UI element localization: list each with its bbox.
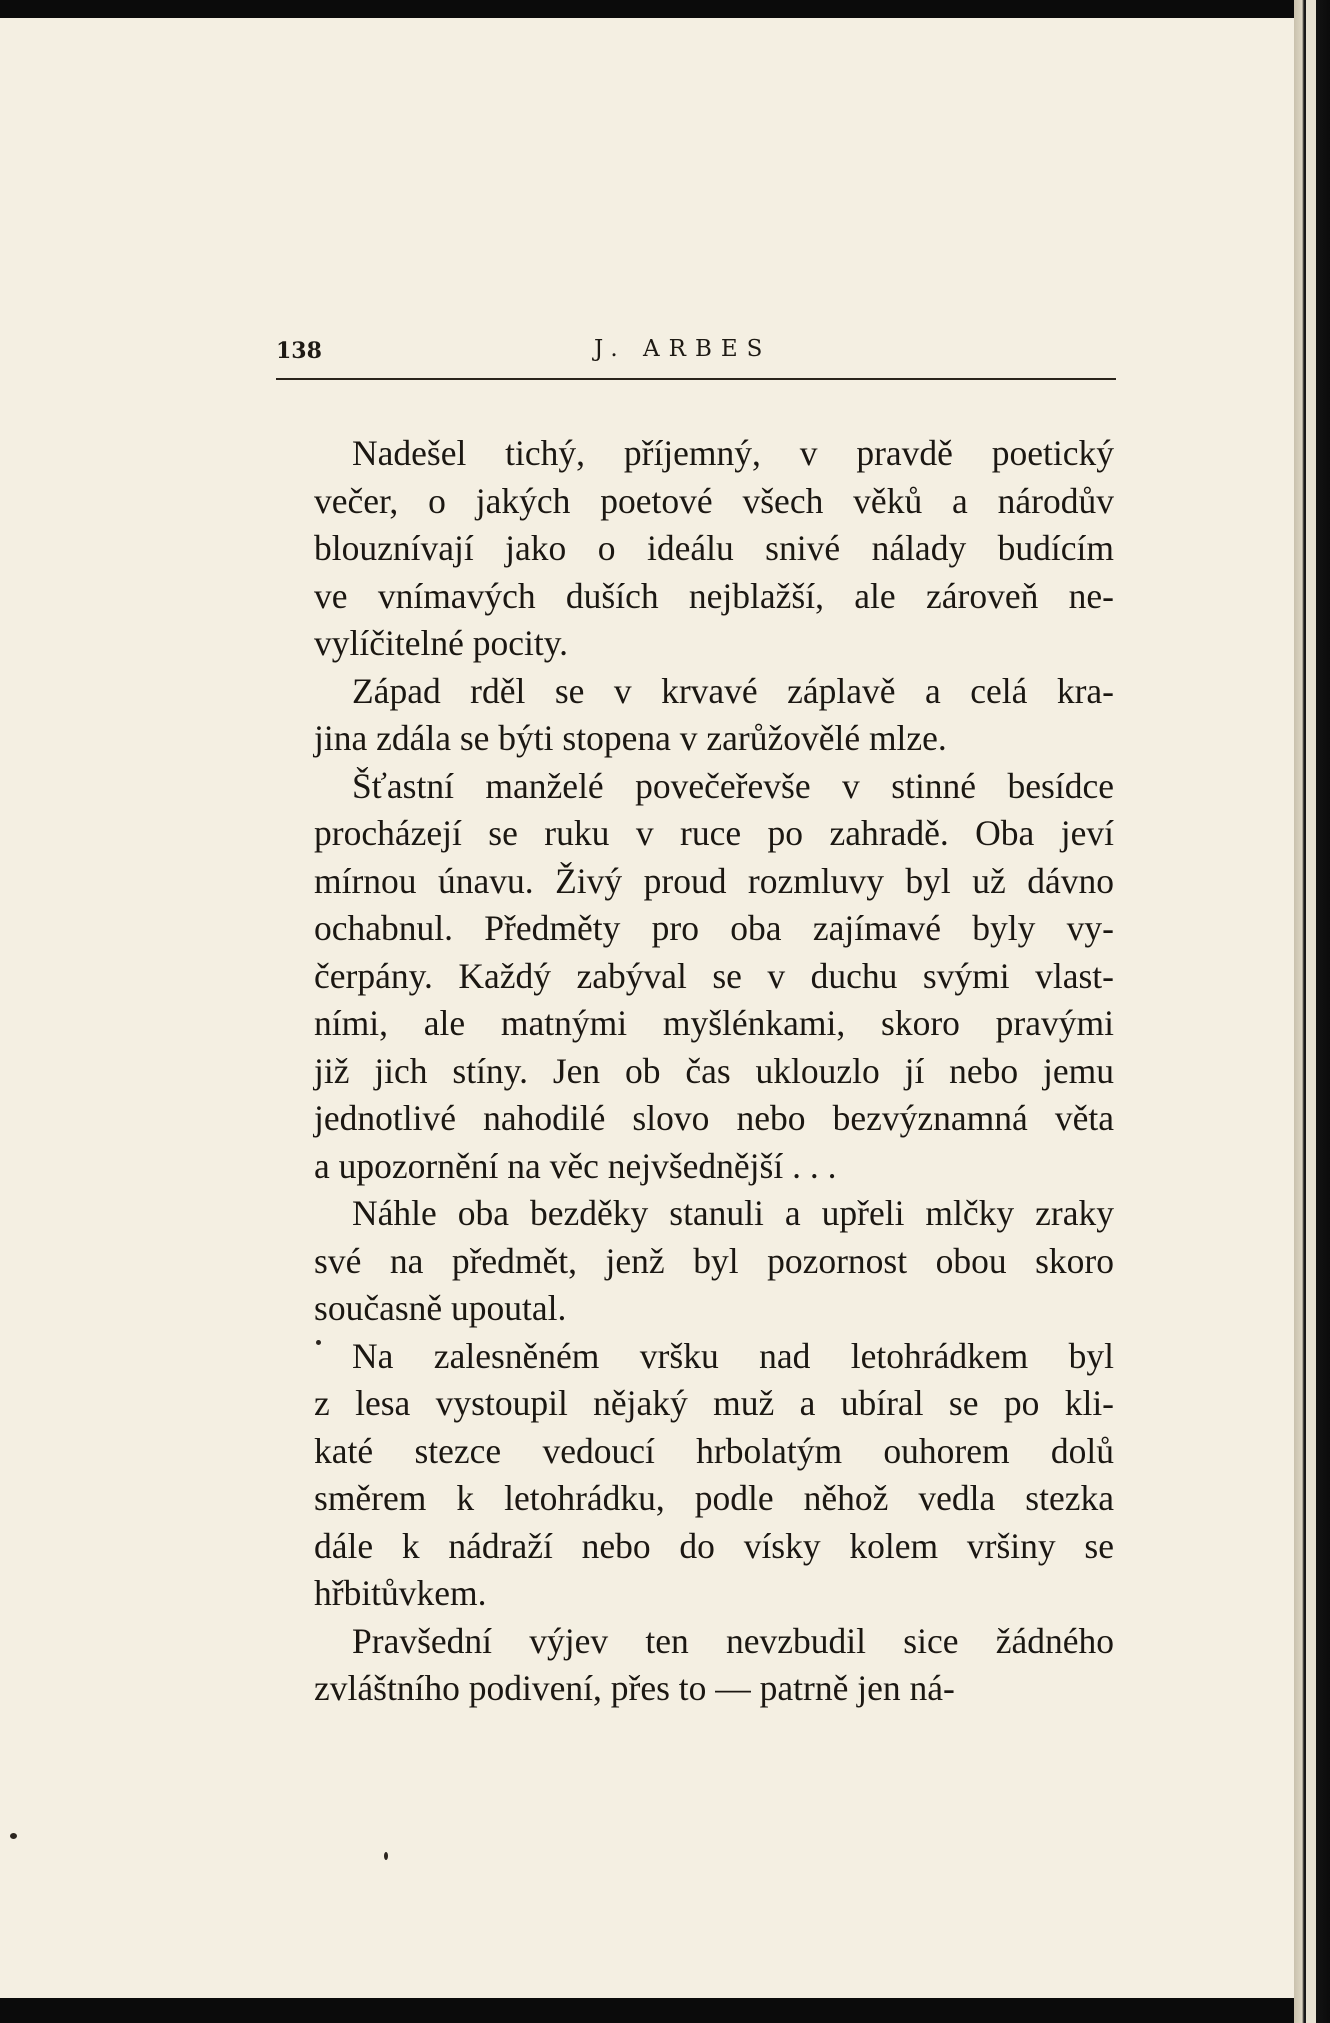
text-line: směrem k letohrádku, podle něhož vedla stezka	[314, 1478, 1114, 1518]
scan-speck	[316, 1340, 321, 1345]
text-line: již jich stíny. Jen ob čas uklouzlo jí nebo jemu	[314, 1050, 1114, 1091]
text-line: vylíčitelné pocity.	[314, 623, 569, 663]
text-line: Pravšední výjev ten nevzbudil sice žádného	[352, 1620, 1114, 1661]
text-line: současně upoutal.	[314, 1288, 567, 1328]
paragraph	[276, 1190, 1114, 1333]
text-line: mírnou únavu. Živý proud rozmluvy byl už dávno	[314, 860, 1114, 901]
text-line: procházejí se ruku v ruce po zahradě. Oba jeví	[314, 813, 1114, 853]
page-number: 138	[276, 338, 322, 364]
paragraph	[276, 1333, 1114, 1618]
scan-speck	[384, 1852, 388, 1860]
text-line: jednotlivé nahodilé slovo nebo bezvýznamná věta	[314, 1098, 1114, 1138]
text-line: hřbitůvkem.	[314, 1573, 487, 1613]
text-line: své na předmět, jenž byl pozornost obou skoro	[314, 1240, 1114, 1281]
paragraph	[276, 430, 1114, 668]
running-head	[276, 334, 1116, 374]
text-line: večer, o jakých poetové všech věků a národův	[314, 480, 1114, 521]
text-line: katé stezce vedoucí hrbolatým ouhorem dolů	[314, 1430, 1114, 1471]
text-line: ními, ale matnými myšlénkami, skoro pravými	[314, 1003, 1114, 1043]
text-line: Západ rděl se v krvavé záplavě a celá kra-	[352, 670, 1114, 711]
page-edge-shadow	[1294, 0, 1330, 2023]
paragraph	[276, 1618, 1114, 1713]
text-line: Náhle oba bezděky stanuli a upřeli mlčky zraky	[352, 1193, 1114, 1233]
paragraph	[276, 668, 1114, 763]
text-line: Nadešel tichý, příjemný, v pravdě poetický	[352, 433, 1114, 473]
text-line: z lesa vystoupil nějaký muž a ubíral se po kli-	[314, 1383, 1114, 1423]
text-line: jina zdála se býti stopena v zarůžovělé mlze.	[314, 718, 947, 758]
text-line: čerpány. Každý zabýval se v duchu svými vlast-	[314, 955, 1114, 996]
text-line: Na zalesněném vršku nad letohrádkem byl	[352, 1335, 1114, 1376]
text-line: ochabnul. Předměty pro oba zajímavé byly vy-	[314, 908, 1114, 948]
running-head-author: J. ARBES	[594, 336, 772, 362]
paragraph	[276, 763, 1114, 1191]
text-line: dále k nádraží nebo do vísky kolem vršiny se	[314, 1525, 1114, 1566]
body-text	[276, 430, 1114, 1713]
text-line: blouznívají jako o ideálu snivé nálady budícím	[314, 528, 1114, 568]
text-line: zvláštního podivení, přes to — patrně jen ná-	[314, 1668, 955, 1708]
text-line: a upozornění na věc nejvšednější . . .	[314, 1145, 837, 1186]
scan-speck	[10, 1833, 17, 1839]
header-rule	[276, 378, 1116, 380]
text-line: Šťastní manželé povečeřevše v stinné besídce	[352, 765, 1114, 806]
text-line: ve vnímavých duších nejblažší, ale zároveň ne-	[314, 575, 1114, 616]
next-page-sliver	[1306, 0, 1316, 2023]
